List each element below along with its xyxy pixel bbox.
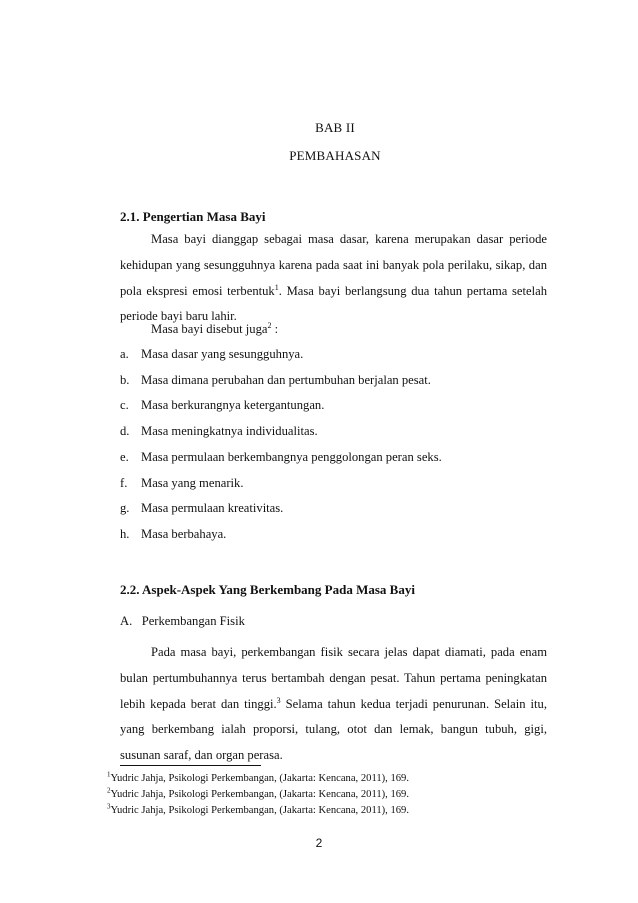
footnote-ref-1[interactable]: 1 — [274, 282, 279, 292]
list-text: Masa dasar yang sesungguhnya. — [141, 347, 304, 361]
list-text: Masa berkurangnya ketergantungan. — [141, 398, 325, 412]
list-text: Masa dimana perubahan dan pertumbuhan berjalan pesat. — [141, 373, 431, 387]
list-item — [120, 527, 226, 542]
footnote-divider — [120, 765, 261, 766]
section-2-1-paragraph — [120, 227, 547, 330]
list-item — [120, 450, 442, 465]
footnote-text: Yudric Jahja, Psikologi Perkembangan, (Jakarta: Kencana, 2011), 169. — [110, 789, 410, 800]
footnote-ref-3[interactable]: 3 — [276, 695, 281, 705]
subsection-heading-fisik: A. Perkembangan Fisik — [120, 614, 245, 628]
list-text: Masa permulaan kreativitas. — [141, 501, 284, 515]
list-marker: g. — [120, 501, 130, 515]
list-text: Masa permulaan berkembangnya penggolongan peran seks. — [141, 450, 442, 464]
list-item — [120, 424, 318, 439]
list-marker: f. — [120, 476, 128, 490]
list-text: Masa meningkatnya individualitas. — [141, 424, 318, 438]
footnote-number: 1 — [107, 770, 111, 779]
section-heading-2-2: 2.2. Aspek-Aspek Yang Berkembang Pada Masa Bayi — [120, 582, 415, 597]
list-item — [120, 398, 324, 413]
list-item — [120, 476, 243, 491]
footnote-text: Yudric Jahja, Psikologi Perkembangan, (Jakarta: Kencana, 2011), 169. — [110, 773, 410, 784]
footnote — [107, 802, 410, 816]
footnote-text: Yudric Jahja, Psikologi Perkembangan, (Jakarta: Kencana, 2011), 169. — [110, 805, 410, 816]
chapter-title: PEMBAHASAN — [289, 148, 381, 163]
footnote-number: 3 — [107, 802, 111, 811]
chapter-label: BAB II — [315, 120, 355, 135]
list-marker: e. — [120, 450, 129, 464]
list-marker: h. — [120, 527, 130, 541]
section-2-2-paragraph — [120, 640, 547, 769]
list-marker: a. — [120, 347, 129, 361]
list-text: Masa yang menarik. — [141, 476, 244, 490]
footnote — [107, 770, 410, 784]
page-number: 2 — [315, 836, 323, 850]
paragraph-text: Masa bayi dianggap sebagai masa dasar, karena merupakan dasar periode kehidupan yang sesungguhnya karena pada saat ini banyak pola perilaku, sikap, dan pola ekspresi emosi terbentuk — [120, 232, 547, 298]
list-marker: b. — [120, 373, 130, 387]
footnote-number: 2 — [107, 786, 111, 795]
list-marker: d. — [120, 424, 130, 438]
list-item — [120, 373, 431, 388]
paragraph-text-cont: Selama tahun kedua terjadi penurunan. Selain itu, yang berkembang ialah proporsi, tulang, otot dan lemak, bangun tubuh, gigi, susunan saraf, dan organ perasa. — [120, 696, 547, 763]
list-intro-text: Masa bayi disebut juga — [151, 322, 268, 336]
list-intro — [151, 322, 278, 337]
footnote — [107, 786, 410, 800]
list-item — [120, 347, 303, 362]
list-item — [120, 501, 283, 516]
paragraph-text: Pada masa bayi, perkembangan fisik secara jelas dapat diamati, pada enam bulan pertumbuhannya terus bertambah dengan pesat. Tahun pertama peningkatan lebih kepada berat dan tinggi. — [120, 645, 547, 711]
list-text: Masa berbahaya. — [141, 527, 227, 541]
paragraph-text-cont: . Masa bayi berlangsung dua tahun pertama setelah periode bayi baru lahir. — [120, 283, 547, 324]
list-marker: c. — [120, 398, 129, 412]
section-heading-2-1: 2.1. Pengertian Masa Bayi — [120, 209, 266, 224]
footnote-ref-2[interactable]: 2 — [267, 320, 272, 330]
list-intro-suffix: : — [271, 322, 279, 336]
